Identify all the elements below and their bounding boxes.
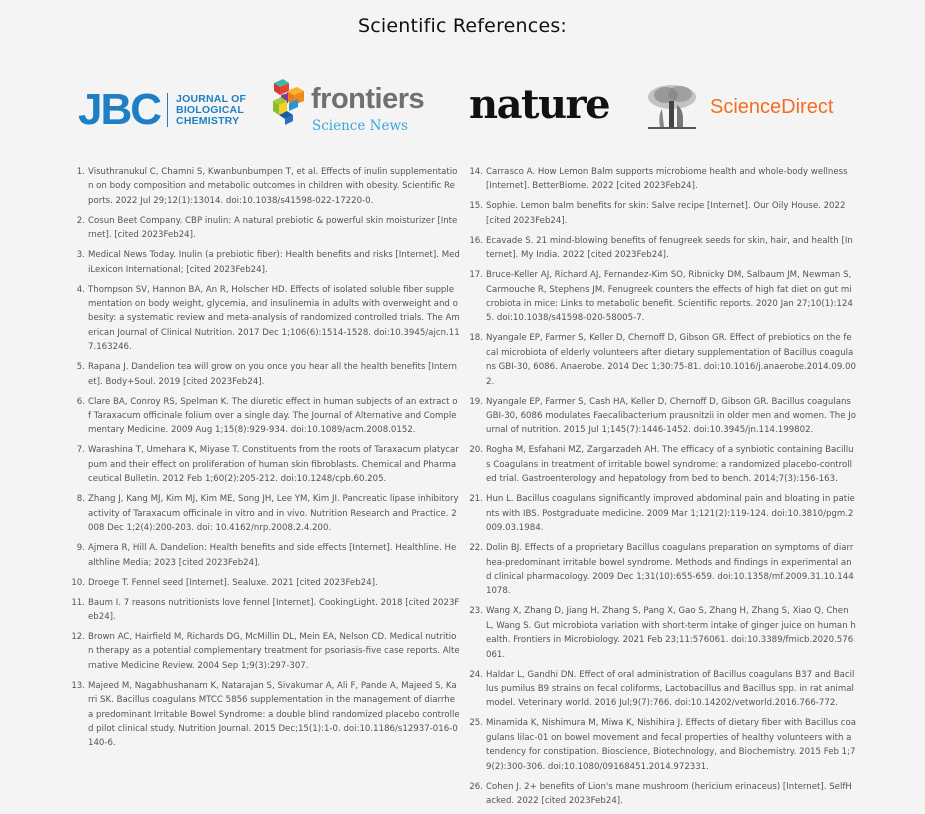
reference-text: Ajmera R, Hill A. Dandelion: Health benefits and side effects [Internet]. Healthline. Healthline Media; 2023 [cited 2023Feb24]. xyxy=(88,543,457,568)
jbc-line-2: BIOLOGICAL xyxy=(176,103,244,116)
reference-text: Hun L. Bacillus coagulans significantly improved abdominal pain and bloating in patients with IBS. Postgraduate medicine. 2009 Mar 1;121(2):119-124. doi:10.3810/pgm.2009.03.1984. xyxy=(486,494,855,534)
reference-text: Rogha M, Esfahani MZ, Zargarzadeh AH. The efficacy of a synbiotic containing Bacillus Coagulans in treatment of irritable bowel syndrome: a randomized placebo-controlled trial. Gastroenterology and hepatology from bed to bench. 2014;7(3):156-163. xyxy=(486,445,854,485)
reference-text: Droege T. Fennel seed [Internet]. Sealuxe. 2021 [cited 2023Feb24]. xyxy=(88,577,378,588)
reference-number: 4. xyxy=(76,284,85,295)
jbc-line-1: JOURNAL OF xyxy=(176,92,247,105)
reference-item xyxy=(68,541,460,570)
reference-number: 9. xyxy=(76,543,85,554)
reference-number: 21. xyxy=(469,494,483,505)
jbc-line-3: CHEMISTRY xyxy=(176,114,240,127)
reference-item xyxy=(466,165,856,194)
reference-text: Nyangale EP, Farmer S, Keller D, Chernoff D, Gibson GR. Effect of prebiotics on the fecal microbiota of elderly volunteers after dietary supplementation of Bacillus coagulans GBI-30, 6086. Anaerobe. 2014 Dec 1;30:75-81. doi:10.1016/j.anaerobe.2014.09.002. xyxy=(486,333,856,387)
reference-item xyxy=(466,234,856,263)
reference-text: Dolin BJ. Effects of a proprietary Bacillus coagulans preparation on symptoms of diarrhea-predominant irritable bowel syndrome. Methods and findings in experimental and clinical pharmacology. 2009 Dec 1;31(10):655-659. doi:10.1358/mf.2009.31.10.1441078. xyxy=(486,543,854,597)
reference-item xyxy=(466,541,856,599)
reference-text: Cosun Beet Company. CBP inulin: A natural prebiotic & powerful skin moisturizer [Internet]. [cited 2023Feb24]. xyxy=(88,215,458,241)
reference-number: 3. xyxy=(76,250,85,261)
reference-text: Clare BA, Conroy RS, Spelman K. The diuretic effect in human subjects of an extract of Taraxacum officinale folium over a single day. The Journal of Alternative and Complementary Medicine. 2009 Aug 1;15(8):929-934. doi:10.1089/acm.2008.0152. xyxy=(88,396,458,436)
jbc-wordmark xyxy=(176,94,246,127)
reference-item xyxy=(68,492,460,535)
reference-item xyxy=(68,576,460,590)
reference-number: 8. xyxy=(76,494,85,505)
frontiers-logo[interactable] xyxy=(271,77,441,139)
sciencedirect-logo[interactable] xyxy=(644,83,833,131)
reference-item xyxy=(466,268,856,326)
elsevier-tree-icon xyxy=(644,83,700,131)
publisher-logos xyxy=(0,75,925,145)
reference-text: Medical News Today. Inulin (a prebiotic fiber): Health benefits and risks [Internet]. MediLexicon International; [cited 2023Feb24]. xyxy=(88,250,460,275)
reference-text: Bruce-Keller AJ, Richard AJ, Fernandez-Kim SO, Ribnicky DM, Salbaum JM, Newman S, Carmouche R, Stephens JM. Fenugreek counters the effects of high fat diet on gut microbiota in mice: Links to metabolic benefit. Scientific reports. 2020 Jan 27;10(1):1245. doi:10.1038/s41598-020-58005-7. xyxy=(486,270,853,324)
reference-number: 1. xyxy=(76,167,85,177)
reference-item xyxy=(68,360,460,389)
reference-item xyxy=(68,214,460,243)
reference-item xyxy=(68,165,460,208)
reference-item xyxy=(68,630,460,673)
reference-number: 24. xyxy=(469,669,483,680)
jbc-logo[interactable] xyxy=(78,85,247,134)
reference-item xyxy=(68,248,460,277)
reference-item xyxy=(466,199,856,228)
reference-text: Cohen J. 2+ benefits of Lion's mane mushroom (hericium erinaceus) [Internet]. SelfHacked. 2022 [cited 2023Feb24]. xyxy=(486,781,852,806)
reference-item xyxy=(68,395,460,438)
reference-number: 26. xyxy=(469,781,483,792)
reference-number: 22. xyxy=(469,543,483,554)
reference-number: 20. xyxy=(469,445,483,456)
reference-number: 19. xyxy=(469,396,483,407)
reference-number: 18. xyxy=(469,333,483,344)
reference-text: Majeed M, Nagabhushanam K, Natarajan S, Sivakumar A, Ali F, Pande A, Majeed S, Karri SK. Bacillus coagulans MTCC 5856 supplementation in the management of diarrhea predominant Irritable Bowel Syndrome: a double blind randomized placebo controlled pilot clinical study. Nutrition Journal. 2015 Dec;15(1):1-0. doi:10.1186/s12937-016-0140-6. xyxy=(88,680,460,749)
reference-item xyxy=(466,716,856,774)
reference-number: 14. xyxy=(469,167,483,177)
reference-number: 12. xyxy=(71,631,85,642)
reference-text: Visuthranukul C, Chamni S, Kwanbunbumpen T, et al. Effects of inulin supplementation on body composition and metabolic outcomes in children with obesity. Scientific Reports. 2022 Jul 29;12(1):13014. doi:10.1038/s41598-022-17220-0. xyxy=(88,167,458,206)
reference-number: 6. xyxy=(76,396,85,407)
references-list-right xyxy=(466,165,856,814)
reference-item xyxy=(466,492,856,535)
reference-text: Baum I. 7 reasons nutritionists love fennel [Internet]. CookingLight. 2018 [cited 2023Feb24]. xyxy=(88,597,460,622)
reference-text: Sophie. Lemon balm benefits for skin: Salve recipe [Internet]. Our Oily House. 2022 [cited 2023Feb24]. xyxy=(486,201,846,226)
reference-text: Brown AC, Hairfield M, Richards DG, McMillin DL, Mein EA, Nelson CD. Medical nutrition therapy as a potential complementary treatment for psoriasis-five case reports. Alternative Medicine Review. 2004 Sep 1;9(3):297-307. xyxy=(88,631,460,671)
reference-text: Zhang J, Kang MJ, Kim MJ, Kim ME, Song JH, Lee YM, Kim JI. Pancreatic lipase inhibitory activity of Taraxacum officinale in vitro and in vivo. Nutrition Research and Practice. 2008 Dec 1;2(4):200-203. doi: 10.4162/nrp.2008.2.4.200. xyxy=(88,494,459,534)
reference-item xyxy=(466,443,856,486)
reference-number: 17. xyxy=(469,270,483,281)
page-title: Scientific References: xyxy=(357,15,568,37)
frontiers-cubes-icon xyxy=(271,77,311,127)
reference-text: Warashina T, Umehara K, Miyase T. Constituents from the roots of Taraxacum platycarpum and their effect on proliferation of human skin fibroblasts. Chemical and Pharmaceutical Bulletin. 2012 Feb 1;60(2):205-212. doi:10.1248/cpb.60.205. xyxy=(88,445,459,485)
reference-item xyxy=(68,283,460,355)
reference-item xyxy=(466,331,856,389)
reference-text: Rapana J. Dandelion tea will grow on you once you hear all the health benefits [Internet]. Body+Soul. 2019 [cited 2023Feb24]. xyxy=(88,362,457,387)
reference-number: 11. xyxy=(71,597,85,608)
reference-text: Haldar L, Gandhi DN. Effect of oral administration of Bacillus coagulans B37 and Bacillus pumilus B9 strains on fecal coliforms, Lactobacillus and Bacillus spp. in rat animal model. Veterinary world. 2016 Jul;9(7):766. doi:10.14202/vetworld.2016.766-772. xyxy=(486,669,855,709)
reference-text: Wang X, Zhang D, Jiang H, Zhang S, Pang X, Gao S, Zhang H, Zhang S, Xiao Q, Chen L, Wang S. Gut microbiota variation with short-term intake of ginger juice on human health. Frontiers in Microbiology. 2021 Feb 23;11:576061. doi:10.3389/fmicb.2020.576061. xyxy=(486,606,856,660)
reference-number: 16. xyxy=(469,235,483,246)
reference-item xyxy=(466,604,856,662)
reference-item xyxy=(68,679,460,751)
reference-item xyxy=(466,780,856,809)
reference-number: 25. xyxy=(469,718,483,729)
reference-text: Ecavade S. 21 mind-blowing benefits of fenugreek seeds for skin, hair, and health [Internet]. My India. 2022 [cited 2023Feb24]. xyxy=(486,235,853,261)
jbc-divider xyxy=(167,93,168,127)
reference-number: 23. xyxy=(469,606,483,617)
references-list-left xyxy=(68,165,460,756)
reference-text: Nyangale EP, Farmer S, Cash HA, Keller D, Chernoff D, Gibson GR. Bacillus coagulans GBI-30, 6086 modulates Faecalibacterium prausnitzii in older men and women. The Journal of nutrition. 2015 Jul 1;145(7):1446-1452. doi:10.3945/jn.114.199802. xyxy=(486,396,857,436)
reference-number: 15. xyxy=(469,201,483,212)
nature-logo[interactable]: nature xyxy=(469,81,610,128)
reference-number: 10. xyxy=(71,577,85,588)
reference-item xyxy=(68,596,460,625)
reference-item xyxy=(466,395,856,438)
reference-number: 7. xyxy=(76,445,85,456)
reference-number: 2. xyxy=(76,215,85,226)
reference-text: Minamida K, Nishimura M, Miwa K, Nishihira J. Effects of dietary fiber with Bacillus coagulans lilac-01 on bowel movement and fecal properties of healthy volunteers with a tendency for constipation. Bioscience, Biotechnology, and Biochemistry. 2015 Feb 1;79(2):300-306. doi:10.1080/09168451.2014.972331. xyxy=(486,718,857,772)
reference-text: Thompson SV, Hannon BA, An R, Holscher HD. Effects of isolated soluble fiber supplementation on body weight, glycemia, and insulinemia in adults with overweight and obesity: a systematic review and meta-analysis of randomized controlled trials. The American Journal of Clinical Nutrition. 2017 Dec 1;106(6):1514-1528. doi:10.3945/ajcn.117.163246. xyxy=(88,284,460,353)
sciencedirect-wordmark: ScienceDirect xyxy=(710,95,834,118)
frontiers-subtitle: Science News xyxy=(312,118,408,134)
reference-item xyxy=(68,443,460,486)
reference-text: Carrasco A. How Lemon Balm supports microbiome health and whole-body wellness [Internet]. BetterBiome. 2022 [cited 2023Feb24]. xyxy=(486,167,848,192)
jbc-mark: JBC xyxy=(78,85,161,134)
reference-number: 5. xyxy=(76,362,85,373)
frontiers-wordmark: frontiers xyxy=(311,83,425,115)
reference-number: 13. xyxy=(71,680,85,691)
reference-item xyxy=(466,668,856,711)
